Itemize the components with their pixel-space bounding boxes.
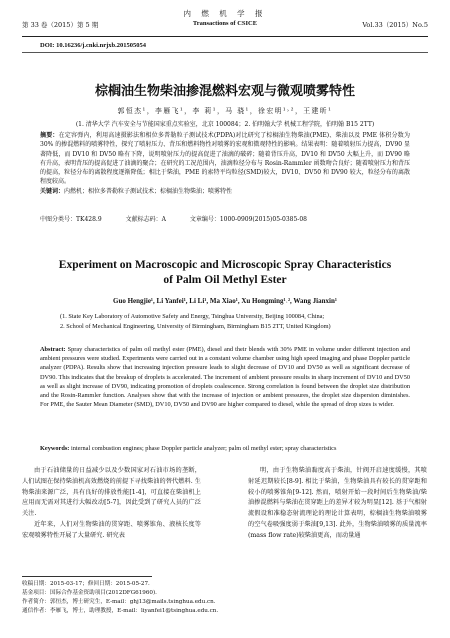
authors-en: Guo Hengjie¹, Li Yanfei¹, Li Li¹, Ma Xiao¹, Xu Hongming¹˒², Wang Jianxin¹ [113, 297, 337, 305]
article-number: 文章编号：1000-0909(2015)05-0385-08 [189, 216, 307, 223]
affiliation-en-line-1: (1. State Key Laboratory of Automotive Safety and Energy, Tsinghua University, Beijing 100084, China; [60, 313, 325, 320]
footnote-received: 收稿日期：2015-03-17；修回日期：2015-05-27. [22, 581, 150, 587]
body-paragraph: 明，由于生物柴油黏度高于柴油，针阀开启速度缓慢，其喷射延迟期较长[8-9]. 相比于柴油，生物柴油具有较长的贯穿距和较小的喷雾锥角[9-12]. 然而，喷射开始一段时间后生物柴油/柴油掺混燃料与柴油在贯穿距上的差异才较为明显[12]. 基于气相射流假设和准稳态射流理论的理论计算表明，棕榈油生物柴油喷雾的空气卷吸强度弱于柴油[9,13]. 此外，生物柴油喷雾的质量流率(mass flow rate)较柴油更高，而动量通 [248, 467, 427, 539]
abstract-cn-body [40, 131, 410, 187]
title-en-line-2: of Palm Oil Methyl Ester [163, 274, 287, 286]
classification-meta [40, 214, 410, 223]
body-paragraph: 近年来，人们对生物柴油的贯穿距、喷雾锥角、液核长度等宏观喷雾特性开展了大量研究. 研究表 [22, 520, 201, 539]
affiliation-en-line-2: 2. School of Mechanical Engineering, University of Birmingham, Birmingham B15 2TT, United Kingdom) [60, 322, 331, 330]
body-column-right [248, 466, 427, 542]
abstract-cn-text: 在定容弹内，利用高速摄影法和相位多普勒粒子测试技术(PDPA)对比研究了棕榈油生物柴油(PME)、柴油以及 PME 体积分数为 30% 的掺混燃料的喷雾特性，探究了喷射压力、背压和燃料物性对喷雾的宏观和微观特性的影响。结果表明：随着喷射压力提高，DV90 显著降低，而 DV10 和 DV50 略有下降，说明喷射压力的提高促进了油滴的破碎；随着背压升高，DV10 和 DV50 大幅上升，而 DV90 略有升高，表明背压的提高促进了油滴的聚合；在研究的工况范围内，油滴粒径分布与 Rosin-Rammler 函数吻合良好；随着喷射压力和背压的提高，粒径分布的离散程度逐渐降低；相比于柴油，PME 的索特平均粒径(SMD)较大，DV10、DV50 和 DV90 较大，粒径分布的离散程度较高。 [40, 132, 410, 186]
body-paragraph: 由于石油储量的日益减少以及少数国家对石油市场的垄断，人们试图在保持柴油机高效燃烧的前提下寻找柴油的替代燃料. 生物柴油来源广泛，具有良好的排放性能[1-4]，可直接在柴油机上应用而无需对其进行大幅改动[5-7]，因此受到了研究人员的广泛关注. [22, 467, 201, 518]
header-volume-en: Vol.33（2015）No.5 [362, 21, 428, 29]
doi: DOI: 10.16236/j.cnki.nrjxb.201505054 [40, 42, 146, 49]
authors-cn: 郭恒杰¹，李雁飞¹，李 莉¹，马 骁¹，徐宏明¹˒²，王建昕¹ [117, 107, 333, 115]
abstract-en [40, 345, 410, 409]
keywords-en-label: Keywords: [40, 445, 70, 452]
footnote-funding: 基金项目：国际合作基金资助项目(2012DFG61960). [22, 590, 157, 596]
header-journal-cn: 内 燃 机 学 报 [183, 9, 267, 18]
header-volume-cn: 第 33 卷（2015）第 5 期 [22, 21, 99, 29]
running-header [22, 6, 428, 37]
document-code: 文献标志码：A [125, 216, 166, 223]
clc-number: 中图分类号：TK428.9 [40, 216, 102, 223]
abstract-en-text: Spray characteristics of palm oil methyl ester (PME), diesel and their blends with 30% PME in volume under different injection and ambient pressures were studied. Experiments were carried out in a constant volume chamber using high speed imaging and phase Doppler particle analyzer (PDPA). Results show that increasing injection pressure leads to slight decrease of DV10 and DV50 as well as significant decrease of DV90. This indicates that the breakup of droplets is accelerated. The increment of ambient pressure results in sharp increment of DV10 and DV50 as well as slight increase of DV90, indicating promotion of droplets coalescence. Strong correlation is found between the droplet size distribution and the Rosin-Rammler function. Analyses show that with the increase of injection or ambient pressures, the droplet size dispersion diminishes. For PME, the Sauter Mean Diameter (SMD), DV10, DV50 and DV90 are higher compared to diesel, while the spread of drop sizes is wider. [40, 346, 410, 409]
footnotes [22, 580, 428, 616]
abstract-cn [40, 131, 410, 196]
doi-divider [22, 52, 428, 53]
footnote-corresponding: 通信作者：李雁飞，博士，助理教授，E-mail：liyanfei1@tsinghua.edu.cn. [22, 608, 219, 614]
title-en-line-1: Experiment on Macroscopic and Microscopic Spray Characteristics [58, 259, 392, 271]
header-journal-en: Transactions of CSICE [192, 20, 258, 27]
keywords-cn-label: 关键词： [40, 187, 65, 195]
keywords-cn [40, 187, 410, 196]
footnote-divider [22, 576, 152, 577]
footnote-author: 作者简介：郭恒杰，博士研究生，E-mail：ghj13@mails.tsinghua.edu.cn. [22, 599, 216, 605]
keywords-en [40, 444, 410, 453]
abstract-cn-label: 摘要： [40, 132, 59, 139]
keywords-en-text: internal combustion engines; phase Doppler particle analyzer; palm oil methyl ester; spray characteristics [70, 445, 337, 452]
title-en [0, 258, 450, 288]
affiliation-cn: (1. 清华大学 汽车安全与节能国家重点实验室，北京 100084；2. 伯明翰大学 机械工程学院，伯明翰 B15 2TT) [75, 121, 375, 128]
affiliation-en [60, 312, 400, 331]
abstract-en-label: Abstract: [40, 346, 66, 353]
body-column-left [22, 466, 201, 542]
title-cn: 棕榈油生物柴油掺混燃料宏观与微观喷雾特性 [94, 84, 355, 99]
keywords-cn-text: 内燃机；相位多普勒粒子测试技术；棕榈油生物柴油；喷雾特性 [64, 187, 233, 195]
